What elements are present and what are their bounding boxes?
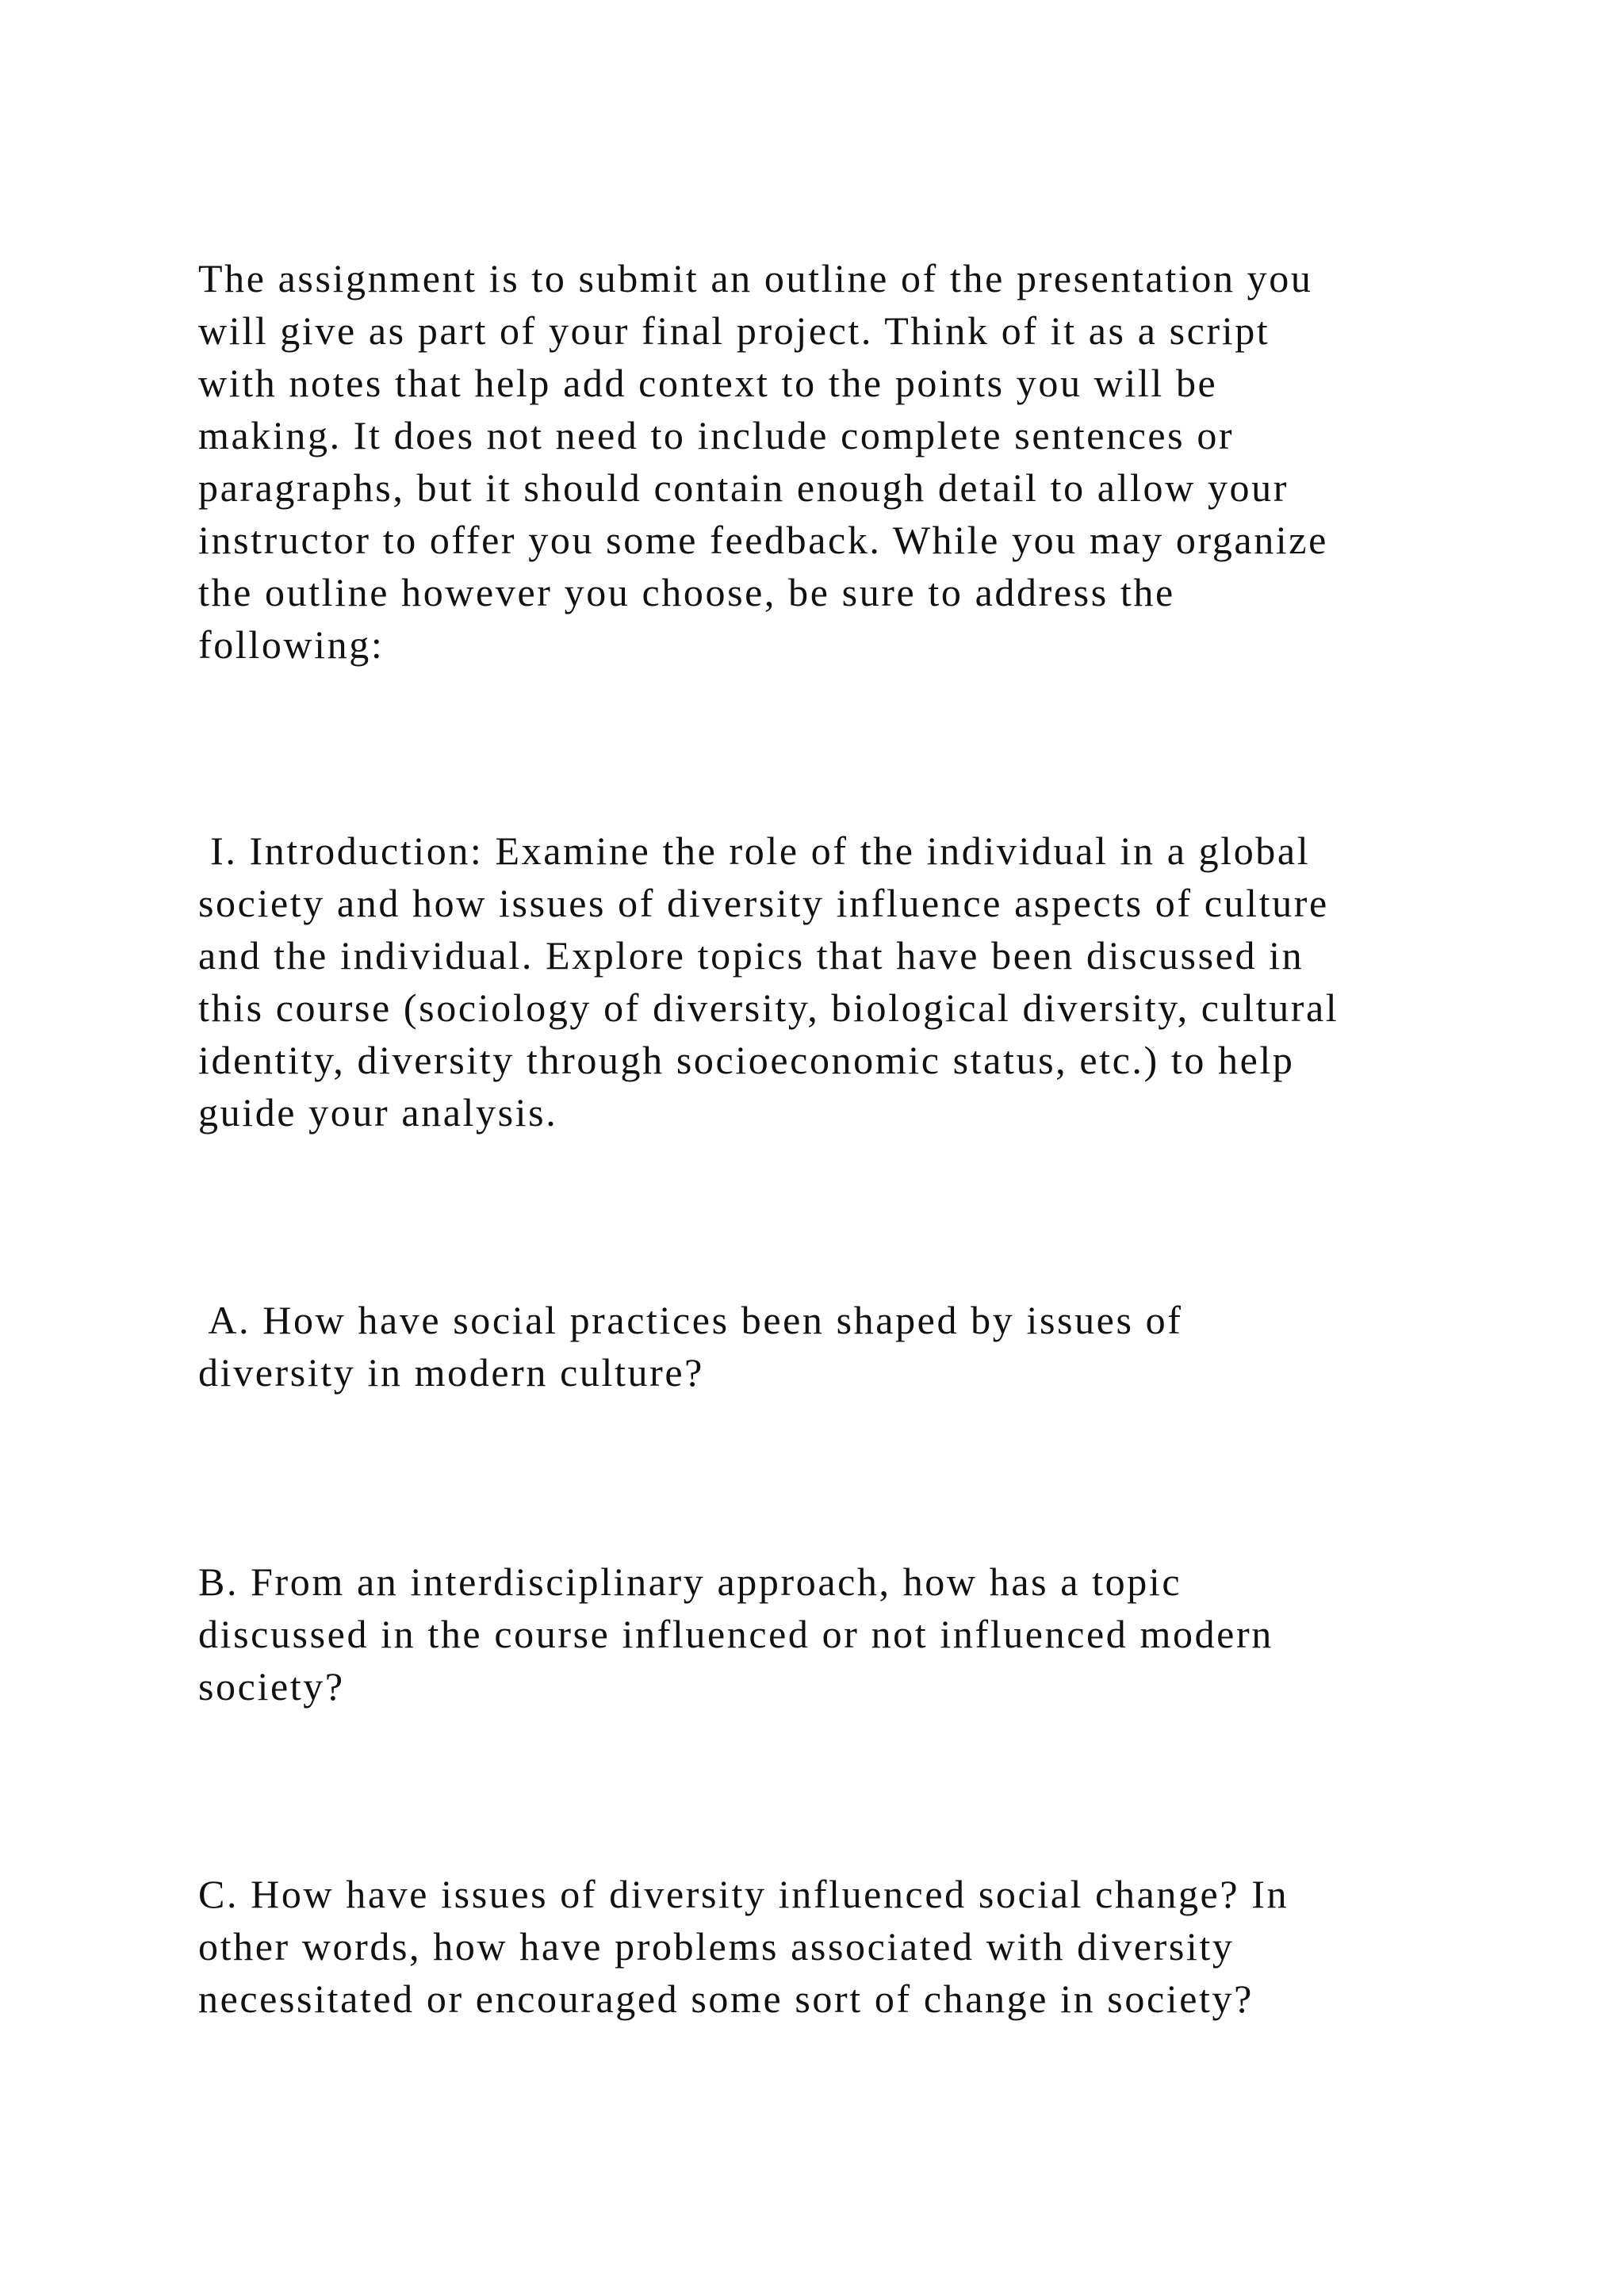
text-line: I. Introduction: Examine the role of the individual in a global (198, 828, 1311, 873)
text-line: society? (198, 1664, 345, 1709)
text-line: instructor to offer you some feedback. While you may organize (198, 518, 1328, 562)
text-line: identity, diversity through socioeconomic status, etc.) to help (198, 1038, 1295, 1082)
section-i-introduction-paragraph (198, 825, 1467, 1138)
assignment-intro-paragraph (198, 252, 1467, 671)
text-line: guide your analysis. (198, 1090, 558, 1135)
text-line: The assignment is to submit an outline of the presentation you (198, 256, 1313, 300)
text-line: with notes that help add context to the points you will be (198, 361, 1218, 405)
text-line: diversity in modern culture? (198, 1350, 704, 1395)
text-line: other words, how have problems associated with diversity (198, 1924, 1235, 1969)
text-line: will give as part of your final project. Think of it as a script (198, 308, 1270, 353)
text-line: necessitated or encouraged some sort of change in society? (198, 1976, 1254, 2021)
text-line: B. From an interdisciplinary approach, how has a topic (198, 1559, 1182, 1604)
item-b-paragraph (198, 1556, 1467, 1712)
text-line: making. It does not need to include complete sentences or (198, 413, 1235, 457)
text-line: the outline however you choose, be sure to address the (198, 570, 1175, 614)
text-line: this course (sociology of diversity, biological diversity, cultural (198, 985, 1339, 1030)
text-line: discussed in the course influenced or not influenced modern (198, 1612, 1274, 1656)
text-line: A. How have social practices been shaped by issues of (198, 1298, 1183, 1342)
text-line: C. How have issues of diversity influenced social change? In (198, 1872, 1289, 1916)
item-c-paragraph (198, 1868, 1467, 2025)
text-line: following: (198, 622, 385, 667)
text-line: and the individual. Explore topics that have been discussed in (198, 933, 1304, 978)
text-line: society and how issues of diversity influence aspects of culture (198, 881, 1329, 925)
item-a-paragraph (198, 1294, 1467, 1399)
text-line: paragraphs, but it should contain enough detail to allow your (198, 465, 1289, 510)
